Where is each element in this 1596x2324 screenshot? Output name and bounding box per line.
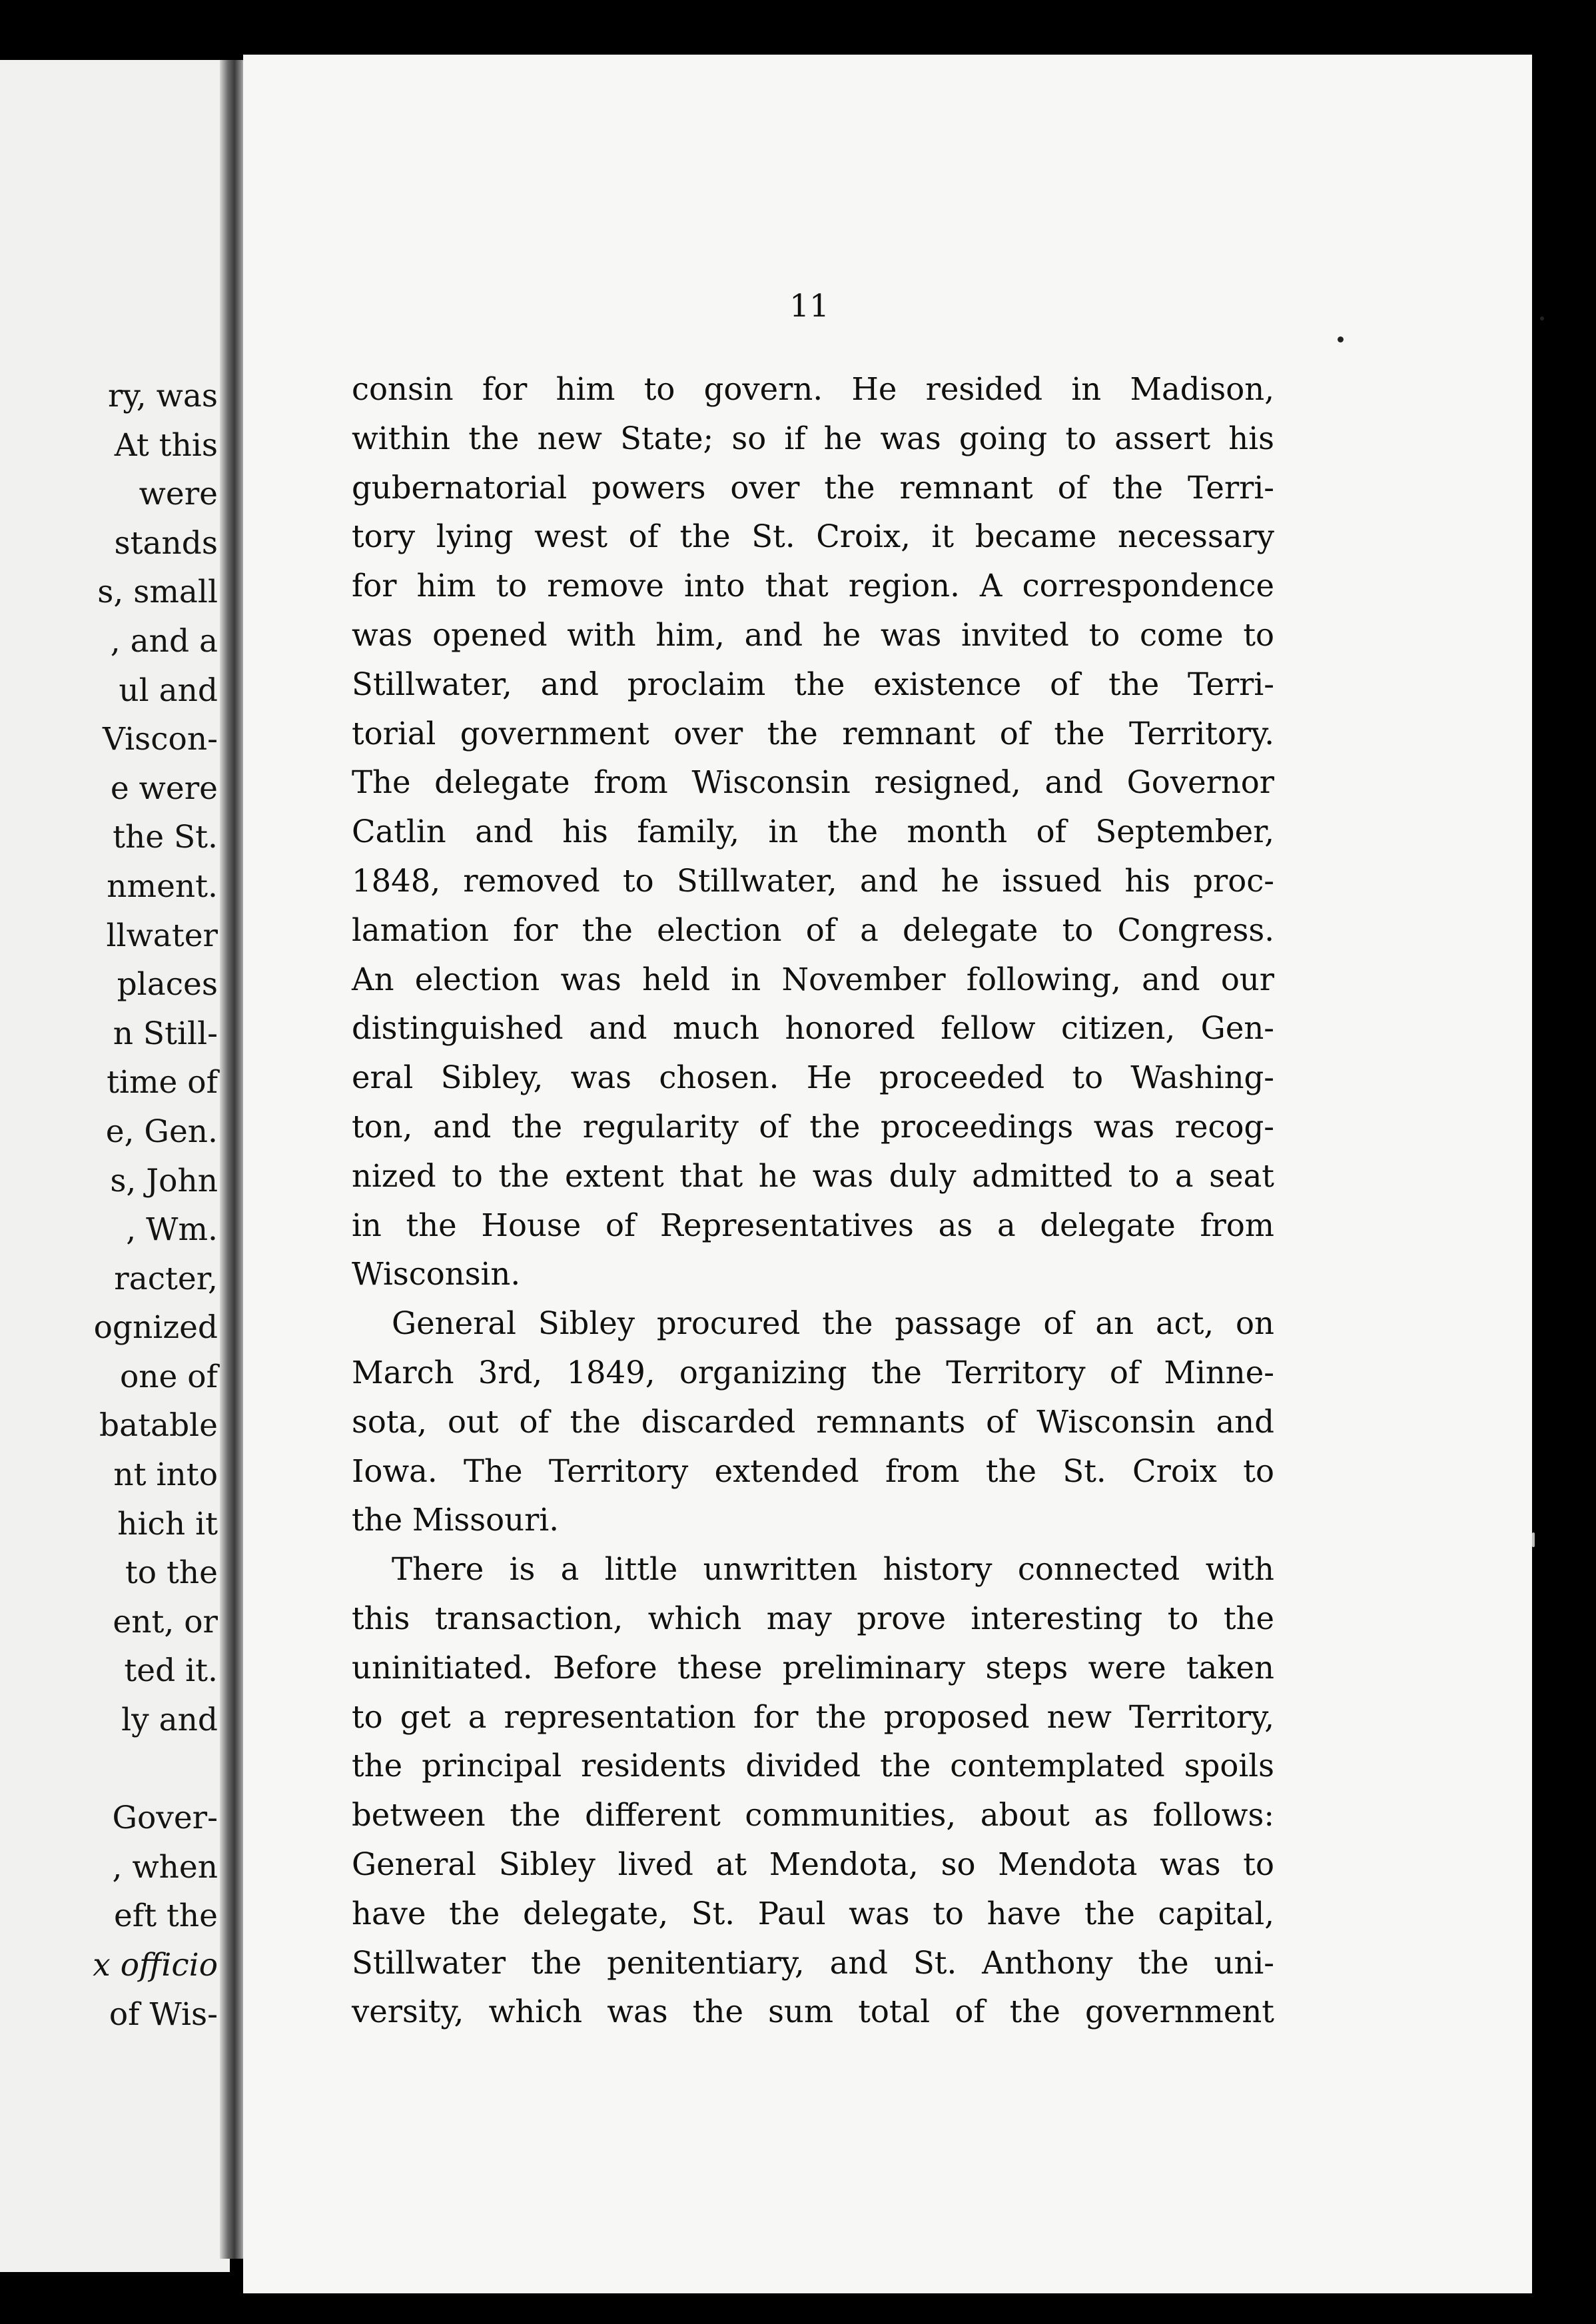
page-number: 11 [789,288,829,324]
text-line: sota, out of the discarded remnants of Wisconsin and [352,1403,1274,1440]
text-line: ton, and the regularity of the proceedings was recog- [352,1108,1274,1145]
left-page-line: ent, or [113,1603,218,1640]
left-page-line: batable [99,1407,218,1445]
text-line: torial government over the remnant of the Territory. [352,715,1274,752]
left-page-line: x officio [93,1947,218,1984]
left-page-line: s, small [97,574,218,611]
left-page-line: , and a [110,622,218,660]
left-page-line: , Wm. [126,1211,218,1249]
left-page-line: ognized [93,1309,218,1347]
left-page-line: of Wis- [109,1996,218,2033]
page-body-text [352,365,1274,2037]
left-page-line: hich it [117,1505,218,1542]
left-page-line: n Still- [113,1015,218,1052]
text-line: lamation for the election of a delegate to Congress. [352,911,1274,948]
text-line: Stillwater the penitentiary, and St. Anthony the uni- [352,1944,1274,1981]
left-page-line: time of [107,1064,218,1101]
left-page-line: nment. [107,868,218,905]
text-line: the Missouri. [352,1502,559,1538]
text-line: have the delegate, St. Paul was to have the capital, [352,1895,1274,1932]
text-line: gubernatorial powers over the remnant of the Terri- [352,469,1274,506]
text-line: An election was held in November following, and our [352,961,1274,997]
text-line: nized to the extent that he was duly admitted to a seat [352,1157,1274,1194]
left-page-line: s, John [110,1162,218,1199]
left-page-line: one of [119,1358,218,1395]
left-page-line: Gover- [112,1800,218,1837]
scan-speck [1540,316,1544,320]
text-line: Catlin and his family, in the month of September, [352,814,1274,850]
left-page-line: eft the [113,1898,218,1935]
left-page-line: racter, [114,1260,218,1297]
left-page-line: ted it. [124,1652,218,1690]
text-line: Iowa. The Territory extended from the St. Croix to [352,1452,1274,1489]
scan-speck [1338,336,1344,342]
left-page-line: to the [125,1554,218,1592]
left-page-line: ly and [121,1702,218,1739]
left-page-line: ry, was [107,378,218,414]
book-gutter [220,60,246,2259]
left-page-line: Viscon- [102,721,218,758]
left-page-line: places [117,966,218,1003]
text-line: distinguished and much honored fellow citizen, Gen- [352,1010,1274,1047]
left-page-line: the St. [113,819,218,856]
left-page-line: e were [110,770,218,807]
text-line: the principal residents divided the contemplated spoils [352,1748,1274,1784]
text-line: The delegate from Wisconsin resigned, and Governor [352,764,1274,801]
scan-speck [1532,1532,1535,1547]
text-line: Stillwater, and proclaim the existence of the Terri- [352,666,1274,702]
text-line: March 3rd, 1849, organizing the Territory of Minne- [352,1354,1274,1391]
text-line: tory lying west of the St. Croix, it became necessary [352,518,1274,555]
left-page-line: , when [112,1848,218,1886]
left-page-line: llwater [106,917,218,954]
text-line: 1848, removed to Stillwater, and he issued his proc- [352,862,1274,899]
text-line: was opened with him, and he was invited to come to [352,616,1274,653]
text-line: eral Sibley, was chosen. He proceeded to Washing- [352,1059,1274,1096]
text-line: between the different communities, about as follows: [352,1797,1274,1834]
text-line: General Sibley procured the passage of an act, on [392,1305,1274,1342]
text-line: this transaction, which may prove interesting to the [352,1600,1274,1636]
left-page-line: At this [114,426,218,464]
left-page-line [93,1745,218,1794]
left-facing-page [0,60,230,2272]
text-line: for him to remove into that region. A correspondence [352,568,1274,604]
text-line: General Sibley lived at Mendota, so Mendota was to [352,1846,1274,1882]
left-page-line: stands [114,524,218,562]
text-line: versity, which was the sum total of the government [352,1994,1274,2030]
text-line: within the new State; so if he was going to assert his [352,420,1274,456]
text-line: There is a little unwritten history connected with [392,1551,1274,1588]
text-line: consin for him to govern. He resided in Madison, [352,371,1274,407]
text-line: in the House of Representatives as a delegate from [352,1207,1274,1243]
left-page-line: were [139,476,218,513]
text-line: to get a representation for the proposed new Territory, [352,1698,1274,1735]
left-page-line: nt into [113,1456,218,1494]
left-page-line: ul and [119,672,218,709]
left-page-text-fragments [93,372,218,2039]
text-line: uninitiated. Before these preliminary steps were taken [352,1649,1274,1686]
left-page-line: e, Gen. [105,1113,218,1150]
text-line: Wisconsin. [352,1256,521,1293]
